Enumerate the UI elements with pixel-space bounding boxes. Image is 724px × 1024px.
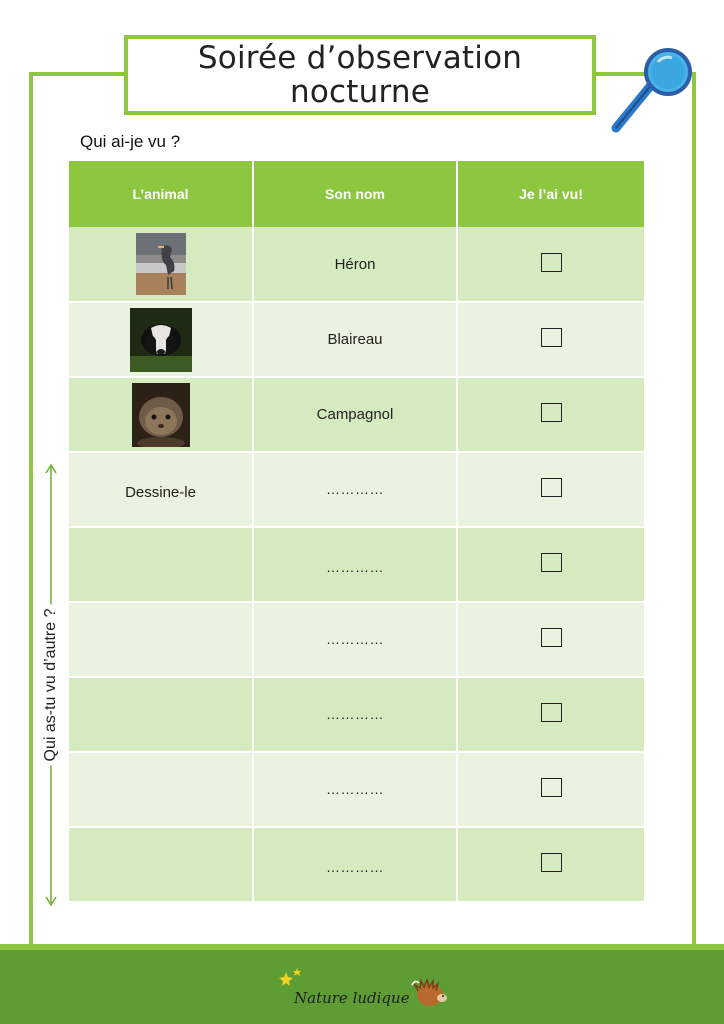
name-cell: Campagnol: [253, 377, 457, 452]
animal-cell: [69, 227, 253, 302]
title-line-1: Soirée d’observation: [197, 40, 523, 76]
seen-checkbox[interactable]: [541, 253, 562, 272]
name-cell: [253, 827, 457, 902]
name-blank[interactable]: …………: [326, 781, 384, 797]
observation-table: [69, 161, 644, 903]
subtitle: Qui ai-je vu ?: [80, 132, 181, 151]
name-blank[interactable]: …………: [326, 481, 384, 497]
table-header-row: [69, 161, 644, 227]
animal-cell[interactable]: [69, 527, 253, 602]
seen-checkbox[interactable]: [541, 553, 562, 572]
seen-cell: [457, 302, 644, 377]
heron-photo: [136, 233, 186, 295]
header-seen: Je l’ai vu!: [457, 161, 644, 227]
header-animal: L’animal: [69, 161, 253, 227]
table-row: [69, 452, 644, 527]
table-row: [69, 752, 644, 827]
table-row: [69, 827, 644, 902]
seen-cell: [457, 677, 644, 752]
hedgehog-icon: [412, 980, 447, 1006]
seen-cell: [457, 527, 644, 602]
animal-cell[interactable]: [69, 677, 253, 752]
name-cell: [253, 452, 457, 527]
seen-cell: [457, 602, 644, 677]
seen-cell: [457, 827, 644, 902]
name-blank[interactable]: …………: [326, 559, 384, 575]
header-name: Son nom: [253, 161, 457, 227]
name-blank[interactable]: …………: [326, 631, 384, 647]
name-cell: [253, 752, 457, 827]
title-line-2: nocturne: [290, 74, 430, 110]
animal-cell[interactable]: [69, 827, 253, 902]
stars-icon: [279, 968, 301, 986]
brand-name: Nature ludique: [294, 989, 410, 1007]
side-label: Qui as-tu vu d’autre ?: [42, 605, 60, 766]
seen-checkbox[interactable]: [541, 628, 562, 647]
name-blank[interactable]: …………: [326, 706, 384, 722]
table-row: [69, 677, 644, 752]
animal-cell: [69, 302, 253, 377]
name-blank[interactable]: …………: [326, 859, 384, 875]
vole-photo: [132, 383, 190, 447]
name-cell: Blaireau: [253, 302, 457, 377]
name-cell: Héron: [253, 227, 457, 302]
animal-cell[interactable]: [69, 602, 253, 677]
table-row: [69, 602, 644, 677]
name-cell: [253, 677, 457, 752]
name-cell: [253, 602, 457, 677]
badger-photo: [130, 308, 192, 372]
seen-checkbox[interactable]: [541, 403, 562, 422]
table-row: [69, 377, 644, 452]
seen-checkbox[interactable]: [541, 328, 562, 347]
animal-cell: [69, 377, 253, 452]
seen-cell: [457, 227, 644, 302]
seen-cell: [457, 452, 644, 527]
seen-cell: [457, 377, 644, 452]
seen-checkbox[interactable]: [541, 478, 562, 497]
title-box: [124, 35, 596, 115]
name-cell: [253, 527, 457, 602]
seen-cell: [457, 752, 644, 827]
seen-checkbox[interactable]: [541, 853, 562, 872]
magnifier-icon: [608, 44, 700, 136]
table-row: [69, 527, 644, 602]
animal-cell[interactable]: [69, 752, 253, 827]
table-row: [69, 302, 644, 377]
animal-cell: Dessine-le: [69, 452, 253, 527]
seen-checkbox[interactable]: [541, 703, 562, 722]
seen-checkbox[interactable]: [541, 778, 562, 797]
table-row: [69, 227, 644, 302]
